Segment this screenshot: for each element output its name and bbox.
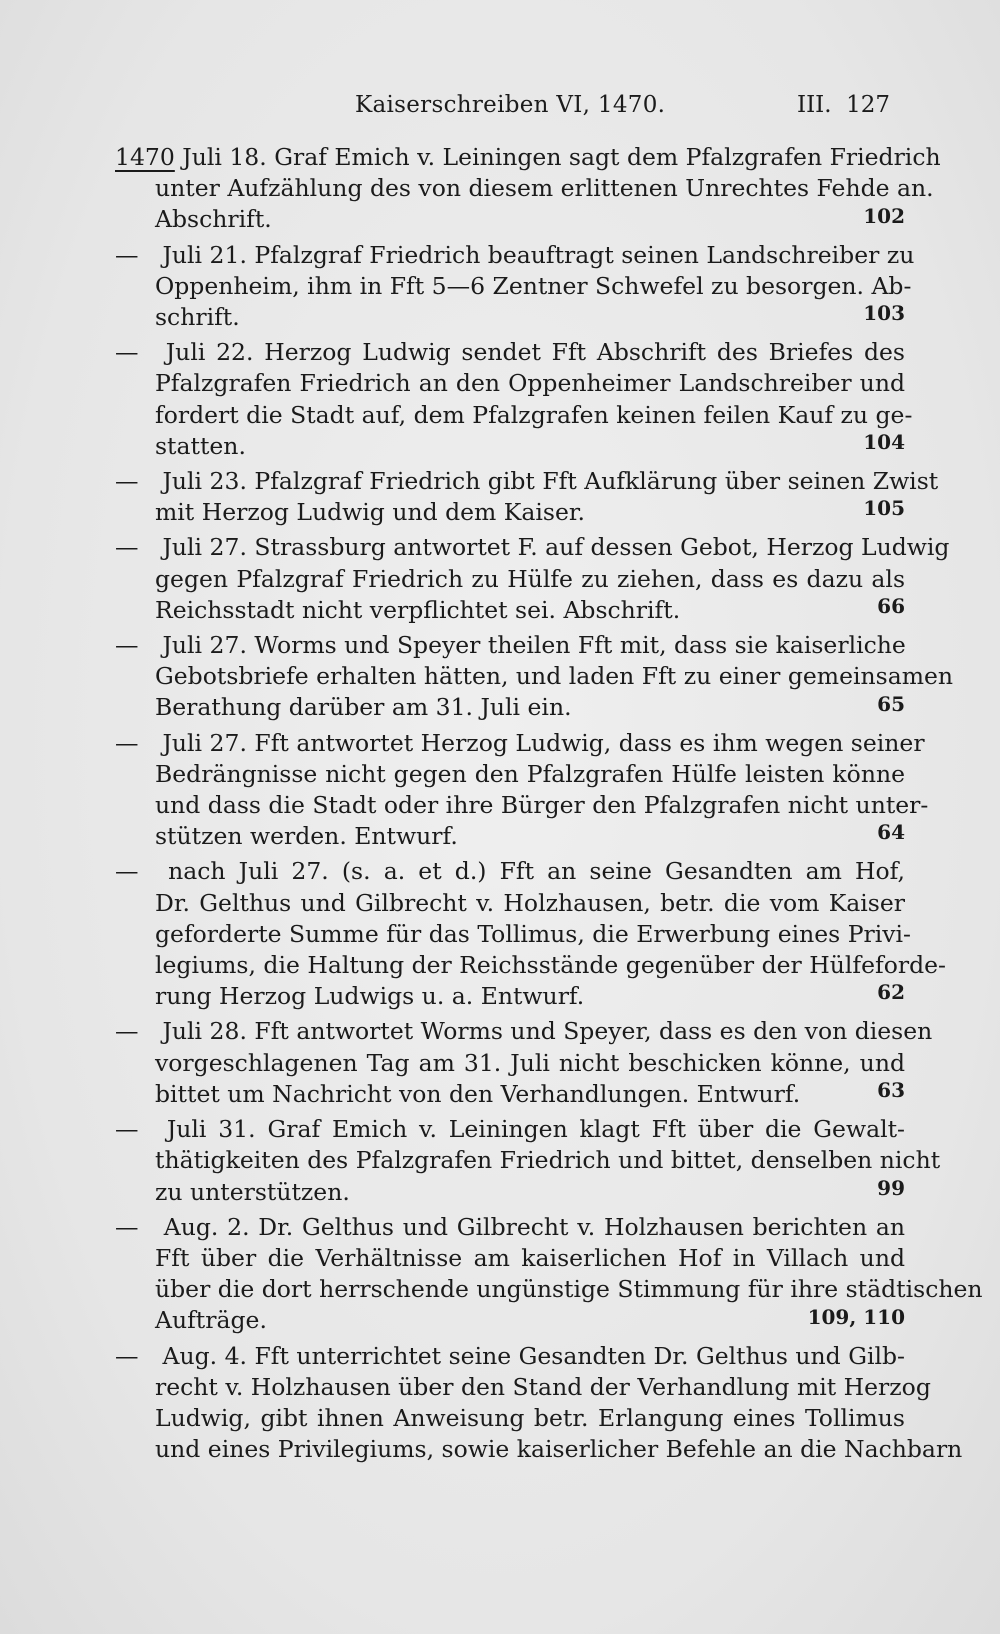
entry-text: und dass die Stadt oder ihre Bürger den Pfalzgrafen nicht unter- bbox=[155, 791, 929, 820]
entry-line bbox=[115, 888, 905, 919]
entry-line bbox=[115, 431, 905, 462]
entry-text: Pfalzgraf Friedrich beauftragt seinen Landschreiber zu bbox=[254, 240, 915, 269]
entry-line bbox=[115, 240, 915, 271]
regest-entry bbox=[115, 630, 954, 724]
entry-line bbox=[115, 400, 913, 431]
entry-text: Worms und Speyer theilen Fft mit, dass sie kaiserliche bbox=[254, 631, 906, 660]
entry-text: fordert die Stadt auf, dem Pfalzgrafen keinen feilen Kauf zu ge- bbox=[155, 400, 913, 429]
entry-date: Juli 28. bbox=[162, 1017, 247, 1046]
entry-date: Juli 27. bbox=[162, 533, 247, 562]
page-number: 127 bbox=[846, 92, 890, 118]
entry-line bbox=[115, 1341, 905, 1372]
entry-date: Juli 21. bbox=[162, 240, 247, 269]
entry-text: Berathung darüber am 31. Juli ein. bbox=[155, 693, 572, 722]
entry-line bbox=[115, 1212, 905, 1243]
entry-text: thätigkeiten des Pfalzgrafen Friedrich und bittet, denselben nicht bbox=[155, 1146, 941, 1175]
entry-year: 1470 bbox=[115, 143, 175, 171]
document-number: 66 bbox=[877, 594, 905, 619]
entry-date: Juli 18. bbox=[182, 143, 267, 171]
entry-dash: — bbox=[115, 728, 139, 757]
entry-text: mit Herzog Ludwig und dem Kaiser. bbox=[155, 498, 585, 527]
entry-text: Strassburg antwortet F. auf dessen Gebot, Herzog Ludwig bbox=[254, 533, 950, 562]
entry-line bbox=[115, 821, 905, 852]
entry-line bbox=[115, 271, 912, 302]
entry-date: Juli 31. bbox=[166, 1115, 256, 1144]
entry-line bbox=[115, 595, 905, 626]
regesta-list bbox=[115, 142, 983, 1469]
entry-text: Fft über die Verhältnisse am kaiserlichen Hof in Villach und bbox=[155, 1243, 905, 1272]
document-number: 103 bbox=[863, 301, 905, 326]
document-number: 99 bbox=[877, 1175, 905, 1200]
entry-text: und eines Privilegiums, sowie kaiserlicher Befehle an die Nachbarn bbox=[155, 1435, 963, 1464]
entry-dash: — bbox=[115, 533, 139, 562]
entry-line bbox=[115, 337, 905, 368]
entry-line bbox=[115, 564, 905, 595]
entry-text: unter Aufzählung des von diesem erlittenen Unrechtes Fehde an. bbox=[155, 174, 934, 203]
entry-text: geforderte Summe für das Tollimus, die Erwerbung eines Privi- bbox=[155, 919, 911, 948]
document-number: 64 bbox=[877, 820, 905, 845]
entry-line bbox=[115, 204, 905, 235]
entry-line bbox=[115, 497, 905, 528]
entry-line bbox=[115, 856, 905, 887]
entry-text: Fft an seine Gesandten am Hof, bbox=[499, 857, 905, 886]
entry-text: über die dort herrschende ungünstige Stimmung für ihre städtischen bbox=[155, 1275, 983, 1304]
entry-line bbox=[115, 728, 925, 759]
entry-line bbox=[115, 173, 934, 204]
entry-text: stützen werden. Entwurf. bbox=[155, 822, 458, 851]
entry-text: statten. bbox=[155, 431, 246, 460]
entry-line bbox=[115, 466, 939, 497]
regest-entry bbox=[115, 728, 929, 853]
document-number: 65 bbox=[877, 691, 905, 716]
entry-line bbox=[115, 919, 911, 950]
entry-text: zu unterstützen. bbox=[155, 1177, 350, 1206]
entry-dash: — bbox=[115, 1115, 139, 1144]
entry-line bbox=[115, 532, 950, 563]
entry-dash: — bbox=[115, 338, 139, 367]
entry-text: Dr. Gelthus und Gilbrecht v. Holzhausen, betr. die vom Kaiser bbox=[155, 888, 905, 917]
entry-dash: — bbox=[115, 240, 139, 269]
regest-entry bbox=[115, 1016, 933, 1110]
entry-text: legiums, die Haltung der Reichsstände gegenüber der Hülfeforde- bbox=[155, 951, 946, 980]
regest-entry bbox=[115, 1212, 983, 1337]
entry-line bbox=[115, 1372, 931, 1403]
entry-text: Fft antwortet Worms und Speyer, dass es den von diesen bbox=[254, 1017, 933, 1046]
entry-line bbox=[115, 1403, 905, 1434]
regest-entry bbox=[115, 142, 941, 236]
document-number: 102 bbox=[863, 203, 905, 228]
entry-text: Fft unterrichtet seine Gesandten Dr. Gelthus und Gilb- bbox=[254, 1341, 905, 1370]
entry-line bbox=[115, 981, 905, 1012]
running-title: Kaiserschreiben VI, 1470. bbox=[355, 92, 666, 118]
entry-line bbox=[115, 142, 941, 173]
entry-text: Oppenheim, ihm in Fft 5—6 Zentner Schwefel zu besorgen. Ab- bbox=[155, 271, 912, 300]
entry-line bbox=[115, 1114, 905, 1145]
document-number: 104 bbox=[863, 430, 905, 455]
entry-text: gegen Pfalzgraf Friedrich zu Hülfe zu ziehen, dass es dazu als bbox=[155, 564, 905, 593]
entry-dash: — bbox=[115, 1341, 139, 1370]
entry-line bbox=[115, 950, 946, 981]
entry-line bbox=[115, 1274, 983, 1305]
entry-text: Herzog Ludwig sendet Fft Abschrift des Briefes des bbox=[264, 338, 905, 367]
regest-entry bbox=[115, 856, 946, 1012]
entry-text: vorgeschlagenen Tag am 31. Juli nicht beschicken könne, und bbox=[155, 1048, 905, 1077]
entry-line bbox=[115, 1048, 905, 1079]
entry-line bbox=[115, 759, 905, 790]
document-number: 62 bbox=[877, 980, 905, 1005]
entry-date: Aug. 4. bbox=[162, 1341, 248, 1370]
entry-text: Reichsstadt nicht verpflichtet sei. Abschrift. bbox=[155, 595, 681, 624]
entry-line bbox=[115, 1177, 905, 1208]
entry-line bbox=[115, 692, 905, 723]
entry-line bbox=[115, 1243, 905, 1274]
entry-line bbox=[115, 368, 905, 399]
entry-text: rung Herzog Ludwigs u. a. Entwurf. bbox=[155, 982, 585, 1011]
entry-line bbox=[115, 661, 954, 692]
regest-entry bbox=[115, 1341, 963, 1466]
entry-text: Abschrift. bbox=[155, 205, 272, 234]
entry-text: Graf Emich v. Leiningen klagt Fft über die Gewalt- bbox=[267, 1115, 905, 1144]
entry-text: Pfalzgrafen Friedrich an den Oppenheimer Landschreiber und bbox=[155, 369, 905, 398]
entry-line bbox=[115, 1016, 933, 1047]
entry-line bbox=[115, 630, 905, 661]
entry-dash: — bbox=[115, 1017, 139, 1046]
entry-dash: — bbox=[115, 1212, 139, 1241]
entry-text: Dr. Gelthus und Gilbrecht v. Holzhausen berichten an bbox=[258, 1212, 905, 1241]
entry-line bbox=[115, 1434, 963, 1465]
regest-entry bbox=[115, 466, 939, 528]
entry-line bbox=[115, 790, 929, 821]
entry-text: Aufträge. bbox=[155, 1306, 267, 1335]
entry-date: nach Juli 27. (s. a. et d.) bbox=[168, 857, 487, 886]
document-number: 105 bbox=[863, 496, 905, 521]
entry-date: Juli 23. bbox=[162, 467, 247, 496]
entry-text: Graf Emich v. Leiningen sagt dem Pfalzgrafen Friedrich bbox=[274, 143, 941, 171]
entry-text: recht v. Holzhausen über den Stand der Verhandlung mit Herzog bbox=[155, 1372, 931, 1401]
entry-line bbox=[115, 1305, 905, 1336]
entry-date: Juli 27. bbox=[162, 728, 247, 757]
entry-text: Pfalzgraf Friedrich gibt Fft Aufklärung über seinen Zwist bbox=[254, 467, 939, 496]
regest-entry bbox=[115, 532, 950, 626]
entry-dash: — bbox=[115, 857, 139, 886]
section-mark: III. bbox=[797, 92, 832, 118]
entry-line bbox=[115, 1145, 941, 1176]
page-header bbox=[355, 92, 895, 128]
entry-dash: — bbox=[115, 467, 139, 496]
entry-date: Juli 27. bbox=[162, 631, 247, 660]
document-number: 63 bbox=[877, 1078, 905, 1103]
entry-date: Juli 22. bbox=[165, 338, 254, 367]
regest-entry bbox=[115, 337, 913, 462]
entry-dash: — bbox=[115, 631, 139, 660]
entry-line bbox=[115, 1079, 905, 1110]
regest-entry bbox=[115, 1114, 941, 1208]
entry-text: schrift. bbox=[155, 303, 240, 332]
entry-text: Gebotsbriefe erhalten hätten, und laden Fft zu einer gemeinsamen bbox=[155, 662, 954, 691]
entry-text: Fft antwortet Herzog Ludwig, dass es ihm wegen seiner bbox=[254, 728, 925, 757]
entry-text: bittet um Nachricht von den Verhandlungen. Entwurf. bbox=[155, 1079, 801, 1108]
document-number: 109, 110 bbox=[807, 1304, 905, 1329]
regest-entry bbox=[115, 240, 915, 334]
entry-text: Bedrängnisse nicht gegen den Pfalzgrafen Hülfe leisten könne bbox=[155, 759, 905, 788]
entry-text: Ludwig, gibt ihnen Anweisung betr. Erlangung eines Tollimus bbox=[155, 1403, 905, 1432]
entry-date: Aug. 2. bbox=[163, 1212, 250, 1241]
entry-line bbox=[115, 302, 905, 333]
